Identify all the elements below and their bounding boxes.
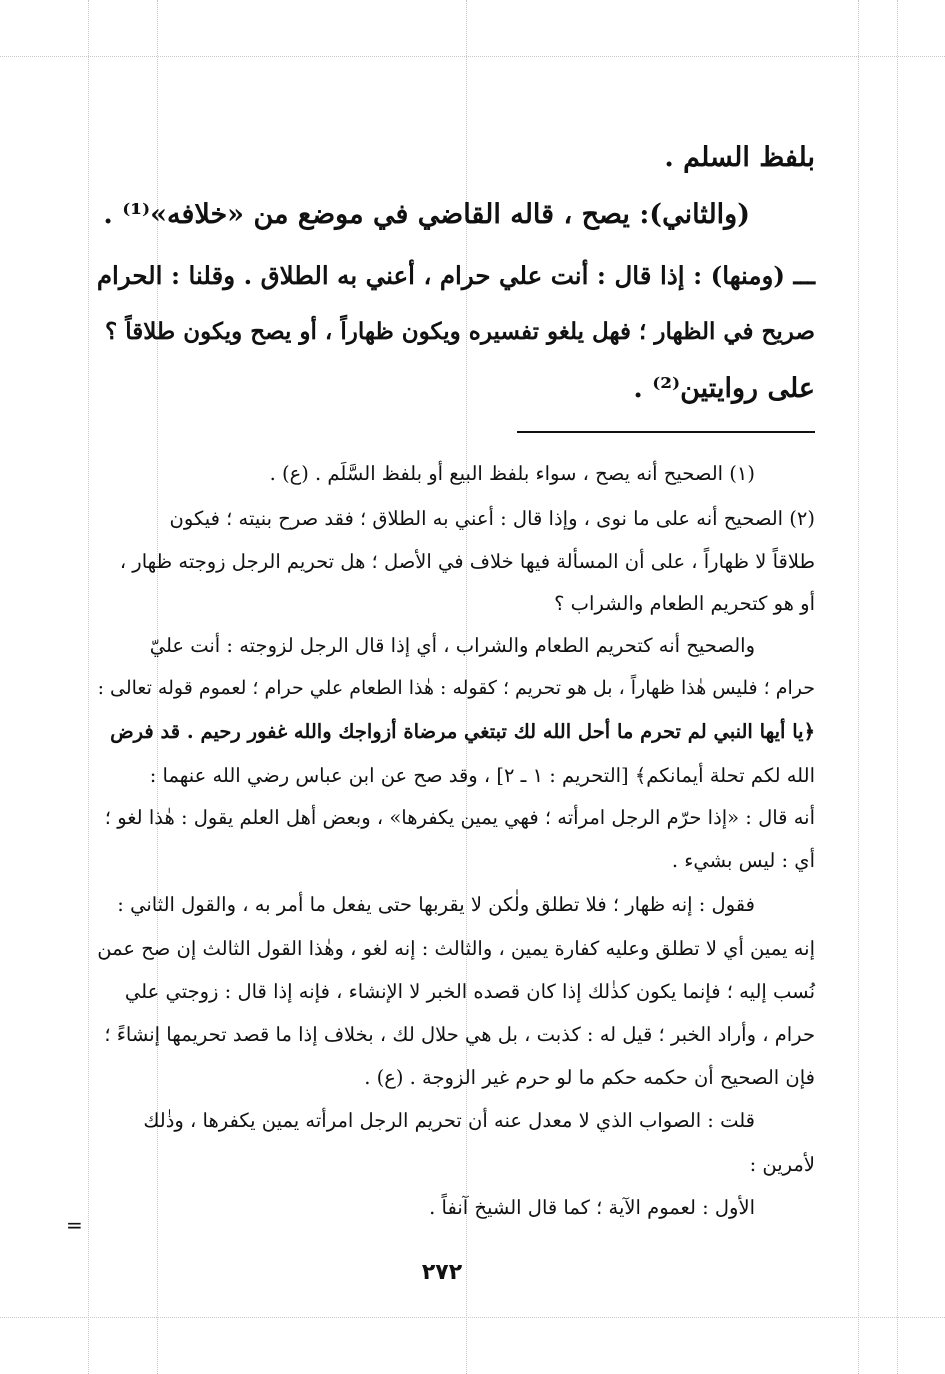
scan-guide-line bbox=[0, 56, 945, 57]
footnote-separator bbox=[517, 431, 815, 433]
main-text-line: (والثاني): يصح ، قاله القاضي في موضع من «خلافه»⁽¹⁾ . bbox=[103, 199, 750, 230]
scan-guide-line bbox=[0, 1317, 945, 1318]
footnote-line: طلاقاً لا ظهاراً ، على أن المسألة فيها خلاف في الأصل ؛ هل تحريم الرجل زوجته ظهار ، bbox=[119, 550, 815, 573]
footnote-line: أنه قال : «إذا حرّم الرجل امرأته ؛ فهي يمين يكفرها» ، وبعض أهل العلم يقول : هٰذا لغو ؛ bbox=[104, 806, 815, 829]
footnote-line: الله لكم تحلة أيمانكم﴾ [التحريم : ١ ـ ٢] ، وقد صح عن ابن عباس رضي الله عنهما : bbox=[149, 764, 815, 787]
margin-mark: = bbox=[66, 1213, 83, 1237]
footnote-line: حرام ، وأراد الخبر ؛ قيل له : كذبت ، بل هي حلال لك ، بخلاف إذا ما قصد تحريمها إنشاءً ؛ bbox=[104, 1023, 815, 1046]
main-text-line: على روايتين⁽²⁾ . bbox=[633, 373, 815, 404]
footnote-line: قلت : الصواب الذي لا معدل عنه أن تحريم الرجل امرأته يمين يكفرها ، وذٰلك bbox=[143, 1109, 755, 1132]
quran-verse-line: ﴿يا أيها النبي لم تحرم ما أحل الله لك تبتغي مرضاة أزواجك والله غفور رحيم . قد فرض bbox=[110, 720, 815, 743]
footnote-line: حرام ؛ فليس هٰذا ظهاراً ، بل هو تحريم ؛ كقوله : هٰذا الطعام علي حرام ؛ لعموم قوله تعالى : bbox=[97, 677, 815, 699]
main-text-line: صريح في الظهار ؛ فهل يلغو تفسيره ويكون ظهاراً ، أو يصح ويكون طلاقاً ؟ bbox=[104, 318, 815, 345]
footnote-line: أي : ليس بشيء . bbox=[671, 849, 815, 872]
footnote-line: والصحيح أنه كتحريم الطعام والشراب ، أي إذا قال الرجل لزوجته : أنت عليّ bbox=[149, 634, 755, 657]
scan-guide-line bbox=[897, 0, 898, 1374]
footnote-line: لأمرين : bbox=[749, 1153, 815, 1176]
footnote-line: فإن الصحيح أن حكمه حكم ما لو حرم غير الزوجة . (ع) . bbox=[364, 1066, 815, 1089]
footnote-line: أو هو كتحريم الطعام والشراب ؟ bbox=[554, 592, 815, 615]
scan-guide-line bbox=[858, 0, 859, 1374]
footnote-line: إنه يمين أي لا تطلق وعليه كفارة يمين ، والثالث : إنه لغو ، وهٰذا القول الثالث إن صح عمن bbox=[97, 937, 815, 960]
footnote-line: نُسب إليه ؛ فإنما يكون كذٰلك إذا كان قصده الخبر لا الإنشاء ، فإنه إذا قال : زوجتي علي bbox=[124, 980, 815, 1003]
footnote-line: فقول : إنه ظهار ؛ فلا تطلق ولٰكن لا يقربها حتى يفعل ما أمر به ، والقول الثاني : bbox=[117, 893, 755, 916]
main-text-line: بلفظ السلم . bbox=[664, 142, 815, 173]
footnote-line: (١) الصحيح أنه يصح ، سواء بلفظ البيع أو بلفظ السَّلَم . (ع) . bbox=[269, 462, 755, 485]
main-text-line: ـــ (ومنها) : إذا قال : أنت علي حرام ، أعني به الطلاق . وقلنا : الحرام bbox=[96, 261, 815, 290]
scan-guide-line bbox=[88, 0, 89, 1374]
page-number: ٢٧٢ bbox=[421, 1260, 463, 1285]
footnote-line: (٢) الصحيح أنه على ما نوى ، وإذا قال : أعني به الطلاق ؛ فقد صرح بنيته ؛ فيكون bbox=[169, 507, 815, 530]
footnote-line: الأول : لعموم الآية ؛ كما قال الشيخ آنفاً . bbox=[429, 1196, 755, 1219]
